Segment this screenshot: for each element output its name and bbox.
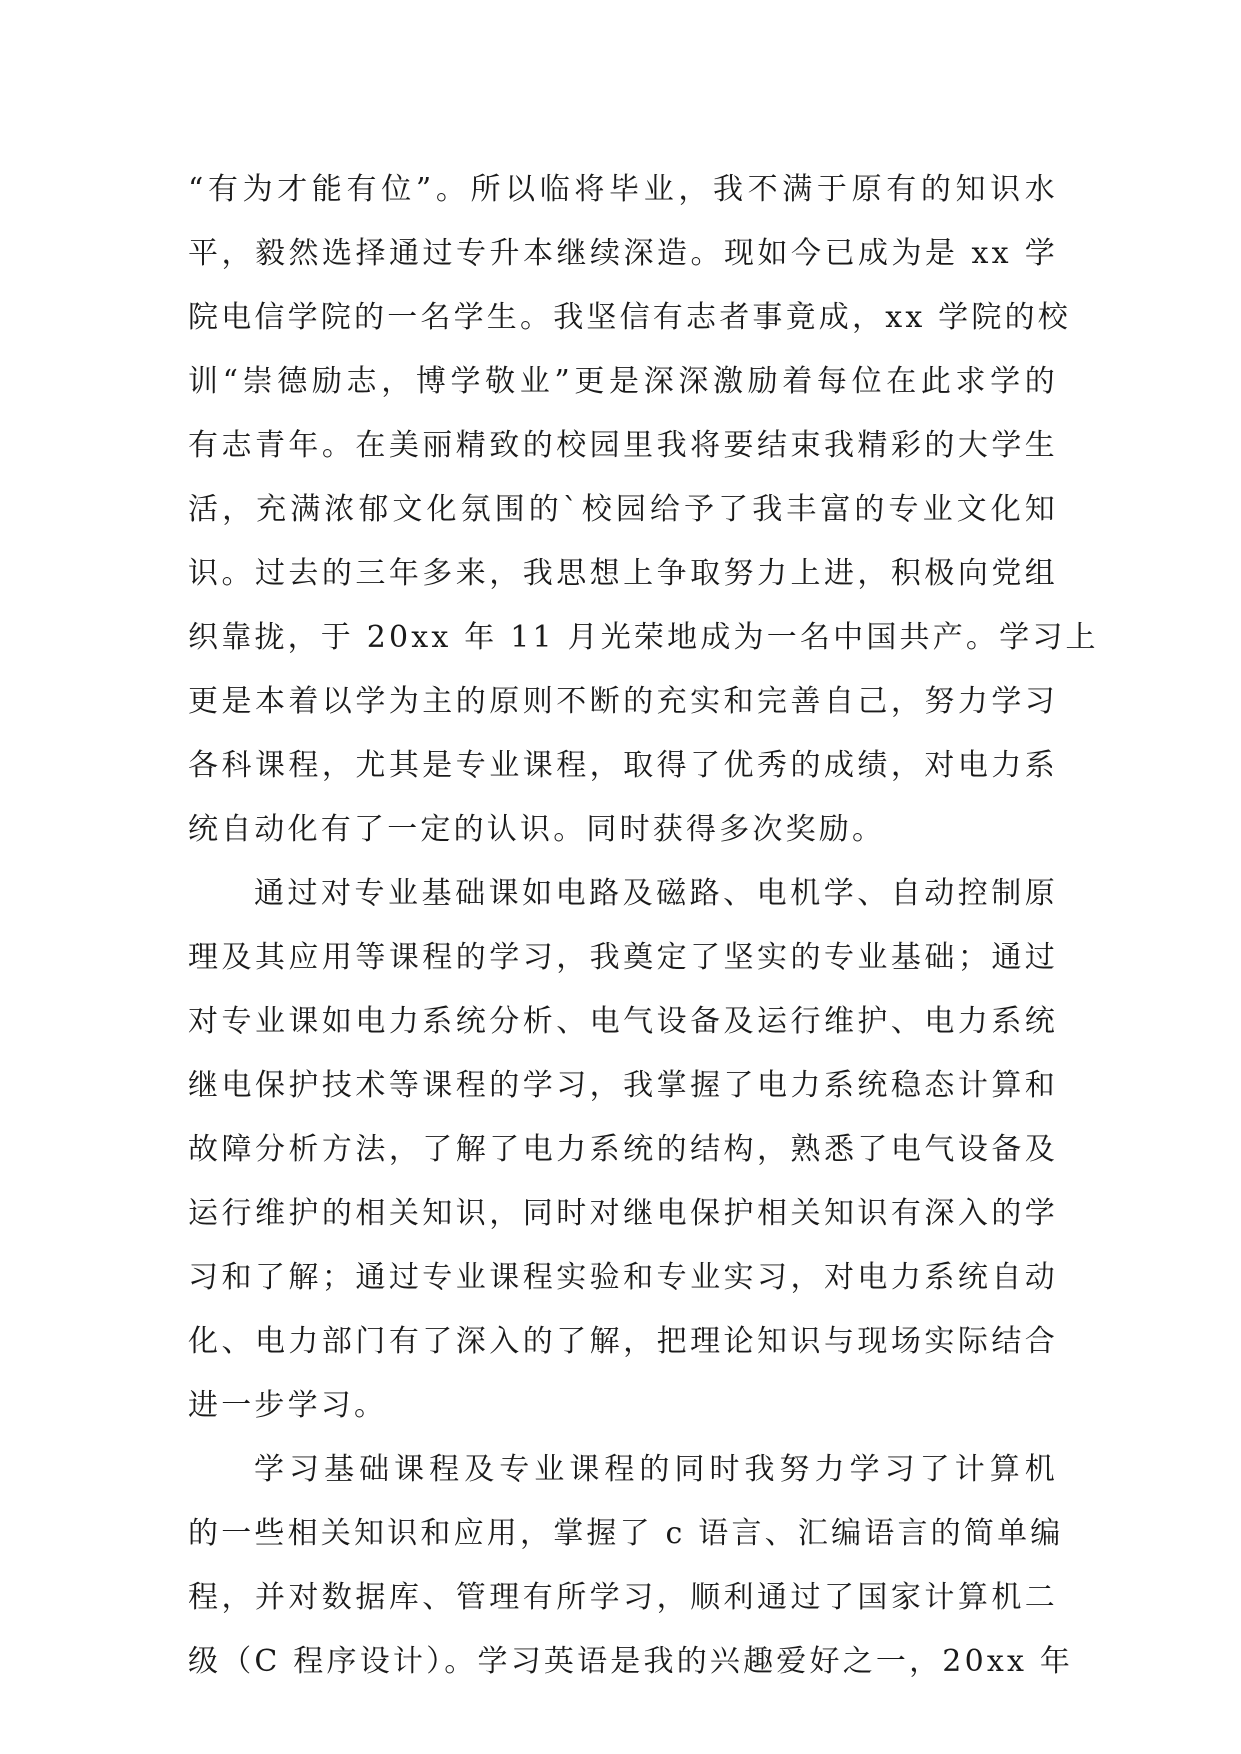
text-line: 运行维护的相关知识，同时对继电保护相关知识有深入的学 bbox=[188, 1196, 1058, 1231]
text-line: 活，充满浓郁文化氛围的`校园给予了我丰富的专业文化知 bbox=[188, 492, 1058, 527]
text-line: 各科课程，尤其是专业课程，取得了优秀的成绩，对电力系 bbox=[188, 748, 1058, 783]
document-body bbox=[188, 158, 1099, 1694]
text-line: 习和了解；通过专业课程实验和专业实习，对电力系统自动 bbox=[188, 1260, 1058, 1295]
text-line: 院电信学院的一名学生。我坚信有志者事竟成，xx 学院的校 bbox=[188, 300, 1071, 335]
text-line: 故障分析方法，了解了电力系统的结构，熟悉了电气设备及 bbox=[188, 1132, 1058, 1167]
text-line: 训“崇德励志，博学敬业”更是深深激励着每位在此求学的 bbox=[188, 364, 1058, 399]
text-line: 的一些相关知识和应用，掌握了 c 语言、汇编语言的简单编 bbox=[188, 1516, 1064, 1551]
paragraph-3 bbox=[188, 1438, 1074, 1694]
text-line: 继电保护技术等课程的学习，我掌握了电力系统稳态计算和 bbox=[188, 1068, 1058, 1103]
text-line: 级（C 程序设计）。学习英语是我的兴趣爱好之一，20xx 年 bbox=[188, 1644, 1074, 1679]
text-line: 通过对专业基础课如电路及磁路、电机学、自动控制原 bbox=[254, 876, 1058, 911]
paragraph-2 bbox=[188, 862, 1058, 1438]
text-line: 学习基础课程及专业课程的同时我努力学习了计算机 bbox=[254, 1452, 1058, 1487]
text-line: 统自动化有了一定的认识。同时获得多次奖励。 bbox=[188, 812, 886, 847]
text-line: 识。过去的三年多来，我思想上争取努力上进，积极向党组 bbox=[188, 556, 1058, 591]
text-line: 对专业课如电力系统分析、电气设备及运行维护、电力系统 bbox=[188, 1004, 1058, 1039]
text-line: 有志青年。在美丽精致的校园里我将要结束我精彩的大学生 bbox=[188, 428, 1058, 463]
text-line: 程，并对数据库、管理有所学习，顺利通过了国家计算机二 bbox=[188, 1580, 1058, 1615]
text-line: 平，毅然选择通过专升本继续深造。现如今已成为是 xx 学 bbox=[188, 236, 1058, 271]
text-line: 进一步学习。 bbox=[188, 1388, 388, 1423]
text-line: 化、电力部门有了深入的了解，把理论知识与现场实际结合 bbox=[188, 1324, 1058, 1359]
text-line: 更是本着以学为主的原则不断的充实和完善自己，努力学习 bbox=[188, 684, 1058, 719]
text-line: “有为才能有位”。所以临将毕业，我不满于原有的知识水 bbox=[188, 172, 1058, 207]
text-line: 织靠拢，于 20xx 年 11 月光荣地成为一名中国共产。学习上 bbox=[188, 620, 1099, 655]
paragraph-1 bbox=[188, 158, 1099, 862]
text-line: 理及其应用等课程的学习，我奠定了坚实的专业基础；通过 bbox=[188, 940, 1058, 975]
